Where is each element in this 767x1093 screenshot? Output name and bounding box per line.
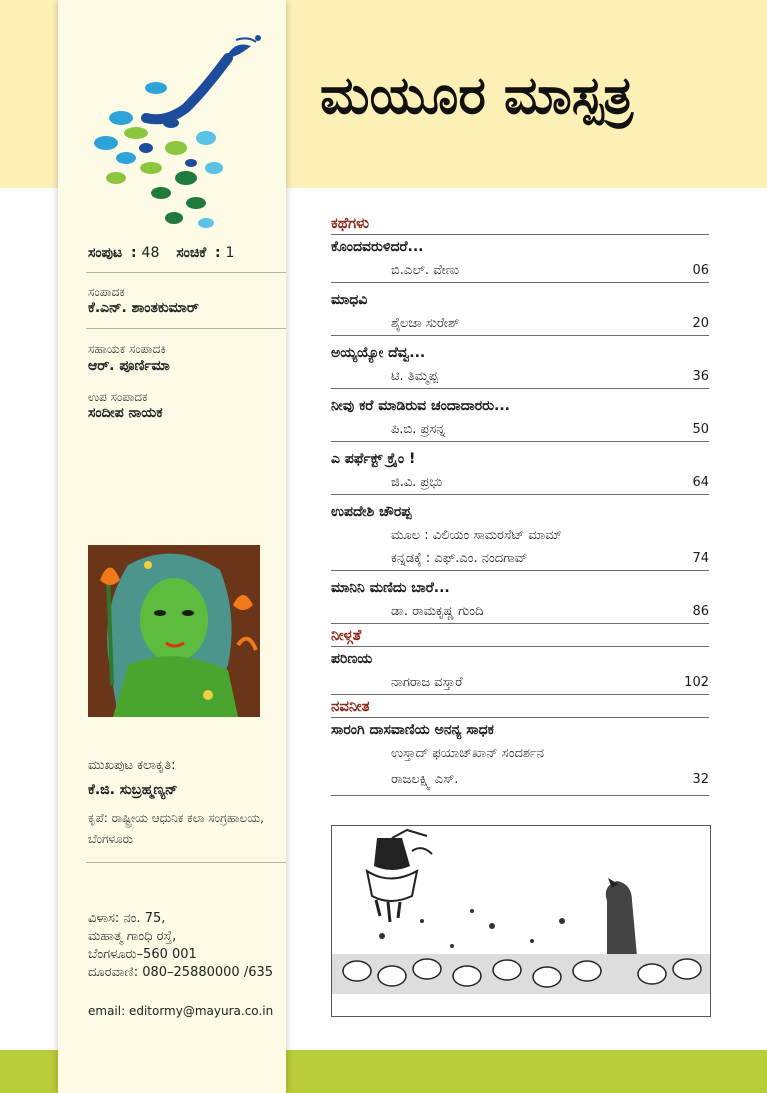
page-number: 102 [684, 675, 709, 690]
asst-editor-label: ಸಹಾಯಕ ಸಂಪಾದಕಿ [88, 342, 166, 356]
page-number: 06 [692, 263, 709, 278]
divider [86, 862, 286, 863]
page-number: 64 [692, 475, 709, 490]
sidebar [58, 0, 286, 1093]
story-translator [331, 547, 709, 571]
story-title[interactable]: ಅಯ್ಯಯ್ಯೋ ದೆವ್ವ... [331, 345, 426, 361]
sub-editor-name: ಸಂದೀಪ ನಾಯಕ [88, 405, 163, 421]
divider [86, 328, 286, 329]
address [88, 910, 273, 982]
author-name: ಟಿ. ತಿಮ್ಮಪ್ಪ [391, 369, 439, 384]
author-name: ರಾಜಲಕ್ಷ್ಮಿ ಎಸ್. [391, 772, 459, 787]
story-author [331, 600, 709, 624]
masthead-title [320, 55, 700, 135]
editor-label: ಸಂಪಾದಕ [88, 285, 125, 299]
cover-credit: ಕೃಪೆ: ರಾಷ್ಟ್ರೀಯ ಆಧುನಿಕ ಕಲಾ ಸಂಗ್ರಹಾಲಯ, ಬೆಂಗಳೂರು [88, 811, 264, 846]
story-title[interactable]: ಮಾನಿನಿ ಮಣಿದು ಬಾರೆ... [331, 580, 450, 596]
sub-editor-label: ಉಪ ಸಂಪಾದಕ [88, 390, 148, 404]
ink-illustration [331, 825, 711, 1017]
page-number: 36 [692, 369, 709, 384]
story-title[interactable]: ಉಪದೇಶಿ ಚೌರಪ್ಪ [331, 504, 412, 520]
story-author [331, 671, 709, 695]
author-name: ಪಿ.ಬಿ. ಪ್ರಸನ್ನ [391, 422, 446, 437]
table-of-contents [331, 212, 709, 796]
peacock-logo-icon [86, 28, 262, 234]
author-name: ಮೂಲ : ವಿಲಿಯಂ ಸಾಮರಸೆಟ್ ಮಾಮ್ [391, 528, 562, 543]
cover-artist: ಕೆ.ಜಿ. ಸುಬ್ರಹ್ಮಣ್ಯನ್ [88, 782, 178, 798]
author-name: ನಾಗರಾಜ ವಸ್ತಾರೆ [391, 675, 463, 690]
author-name: ಉಸ್ತಾದ್ ಫಯಾಜ್‌ಖಾನ್ ಸಂದರ್ಶನ [391, 746, 544, 761]
masthead-text: ಮಯೂರ ಮಾಸ್ಪತ್ರ [320, 66, 634, 126]
page-number: 20 [692, 316, 709, 331]
story-title[interactable]: ಮಾಧವಿ [331, 292, 368, 308]
story-author [331, 418, 709, 442]
story-title[interactable]: ಎ ಪರ್ಫೆಕ್ಟ್ ಕ್ರೈಂ ! [331, 451, 416, 467]
page-number: 74 [692, 551, 709, 566]
author-name: ಶೈಲಜಾ ಸುರೇಶ್ [391, 316, 460, 331]
author-name: ಜಿ.ವಿ. ಪ್ರಭು [391, 475, 443, 490]
story-author [331, 471, 709, 495]
issue-number: 1 [225, 245, 235, 261]
editor-name: ಕೆ.ಎನ್. ಶಾಂತಕುಮಾರ್ [88, 300, 199, 316]
address-line: ವಿಳಾಸ: ನಂ. 75, [88, 911, 166, 926]
asst-editor-name: ಆರ್. ಪೂರ್ಣಿಮಾ [88, 358, 170, 374]
story-author [331, 312, 709, 336]
story-author [331, 259, 709, 283]
email-link[interactable]: email: editormy@mayura.co.in [88, 1004, 274, 1018]
story-title[interactable]: ಸಾರಂಗಿ ದಾಸವಾಣಿಯ ಅನನ್ಯ ಸಾಧಕ [331, 722, 494, 738]
volume-number: 48 [141, 245, 160, 261]
cover-painting [88, 545, 260, 717]
page-number: 50 [692, 422, 709, 437]
issue-info: ಸಂಪುಟ : 48 ಸಂಚಿಕೆ : 1 [88, 245, 235, 261]
story-title[interactable]: ಪರಿಣಯ [331, 651, 373, 667]
number-label: ಸಂಚಿಕೆ [176, 245, 207, 261]
divider [86, 272, 286, 273]
story-title[interactable]: ಕೊಂದವರುಳಿದರೆ... [331, 239, 424, 255]
address-line: ಮಹಾತ್ಮ ಗಾಂಧಿ ರಸ್ತೆ, [88, 929, 177, 944]
story-author [331, 524, 709, 547]
story-subtitle [331, 742, 709, 765]
section-heading: ನವನೀತ [331, 695, 709, 718]
phone-line: ದೂರವಾಣಿ: 080–25880000 /635 [88, 965, 274, 980]
story-title[interactable]: ನೀವು ಕರೆ ಮಾಡಿರುವ ಚಂದಾದಾರರು... [331, 398, 510, 414]
volume-label: ಸಂಪುಟ [88, 245, 123, 261]
page-number: 32 [692, 772, 709, 787]
author-name: ಬಿ.ಎಲ್. ವೇಣು [391, 263, 460, 278]
story-author [331, 365, 709, 389]
masthead-logotype [320, 55, 700, 135]
story-author [331, 765, 709, 796]
section-heading: ನೀಳ್ಗತೆ [331, 624, 709, 647]
author-name: ಕನ್ನಡಕ್ಕೆ : ಎಫ್.ಎಂ. ನಂದಗಾವ್ [391, 551, 528, 566]
cover-caption: ಮುಖಪುಟ ಕಲಾಕೃತಿ: [88, 758, 176, 773]
address-line: ಬೆಂಗಳೂರು–560 001 [88, 947, 197, 962]
page-number: 86 [692, 604, 709, 619]
author-name: ಡಾ. ರಾಮಕೃಷ್ಣ ಗುಂದಿ [391, 604, 484, 619]
section-heading: ಕಥೆಗಳು [331, 212, 709, 235]
